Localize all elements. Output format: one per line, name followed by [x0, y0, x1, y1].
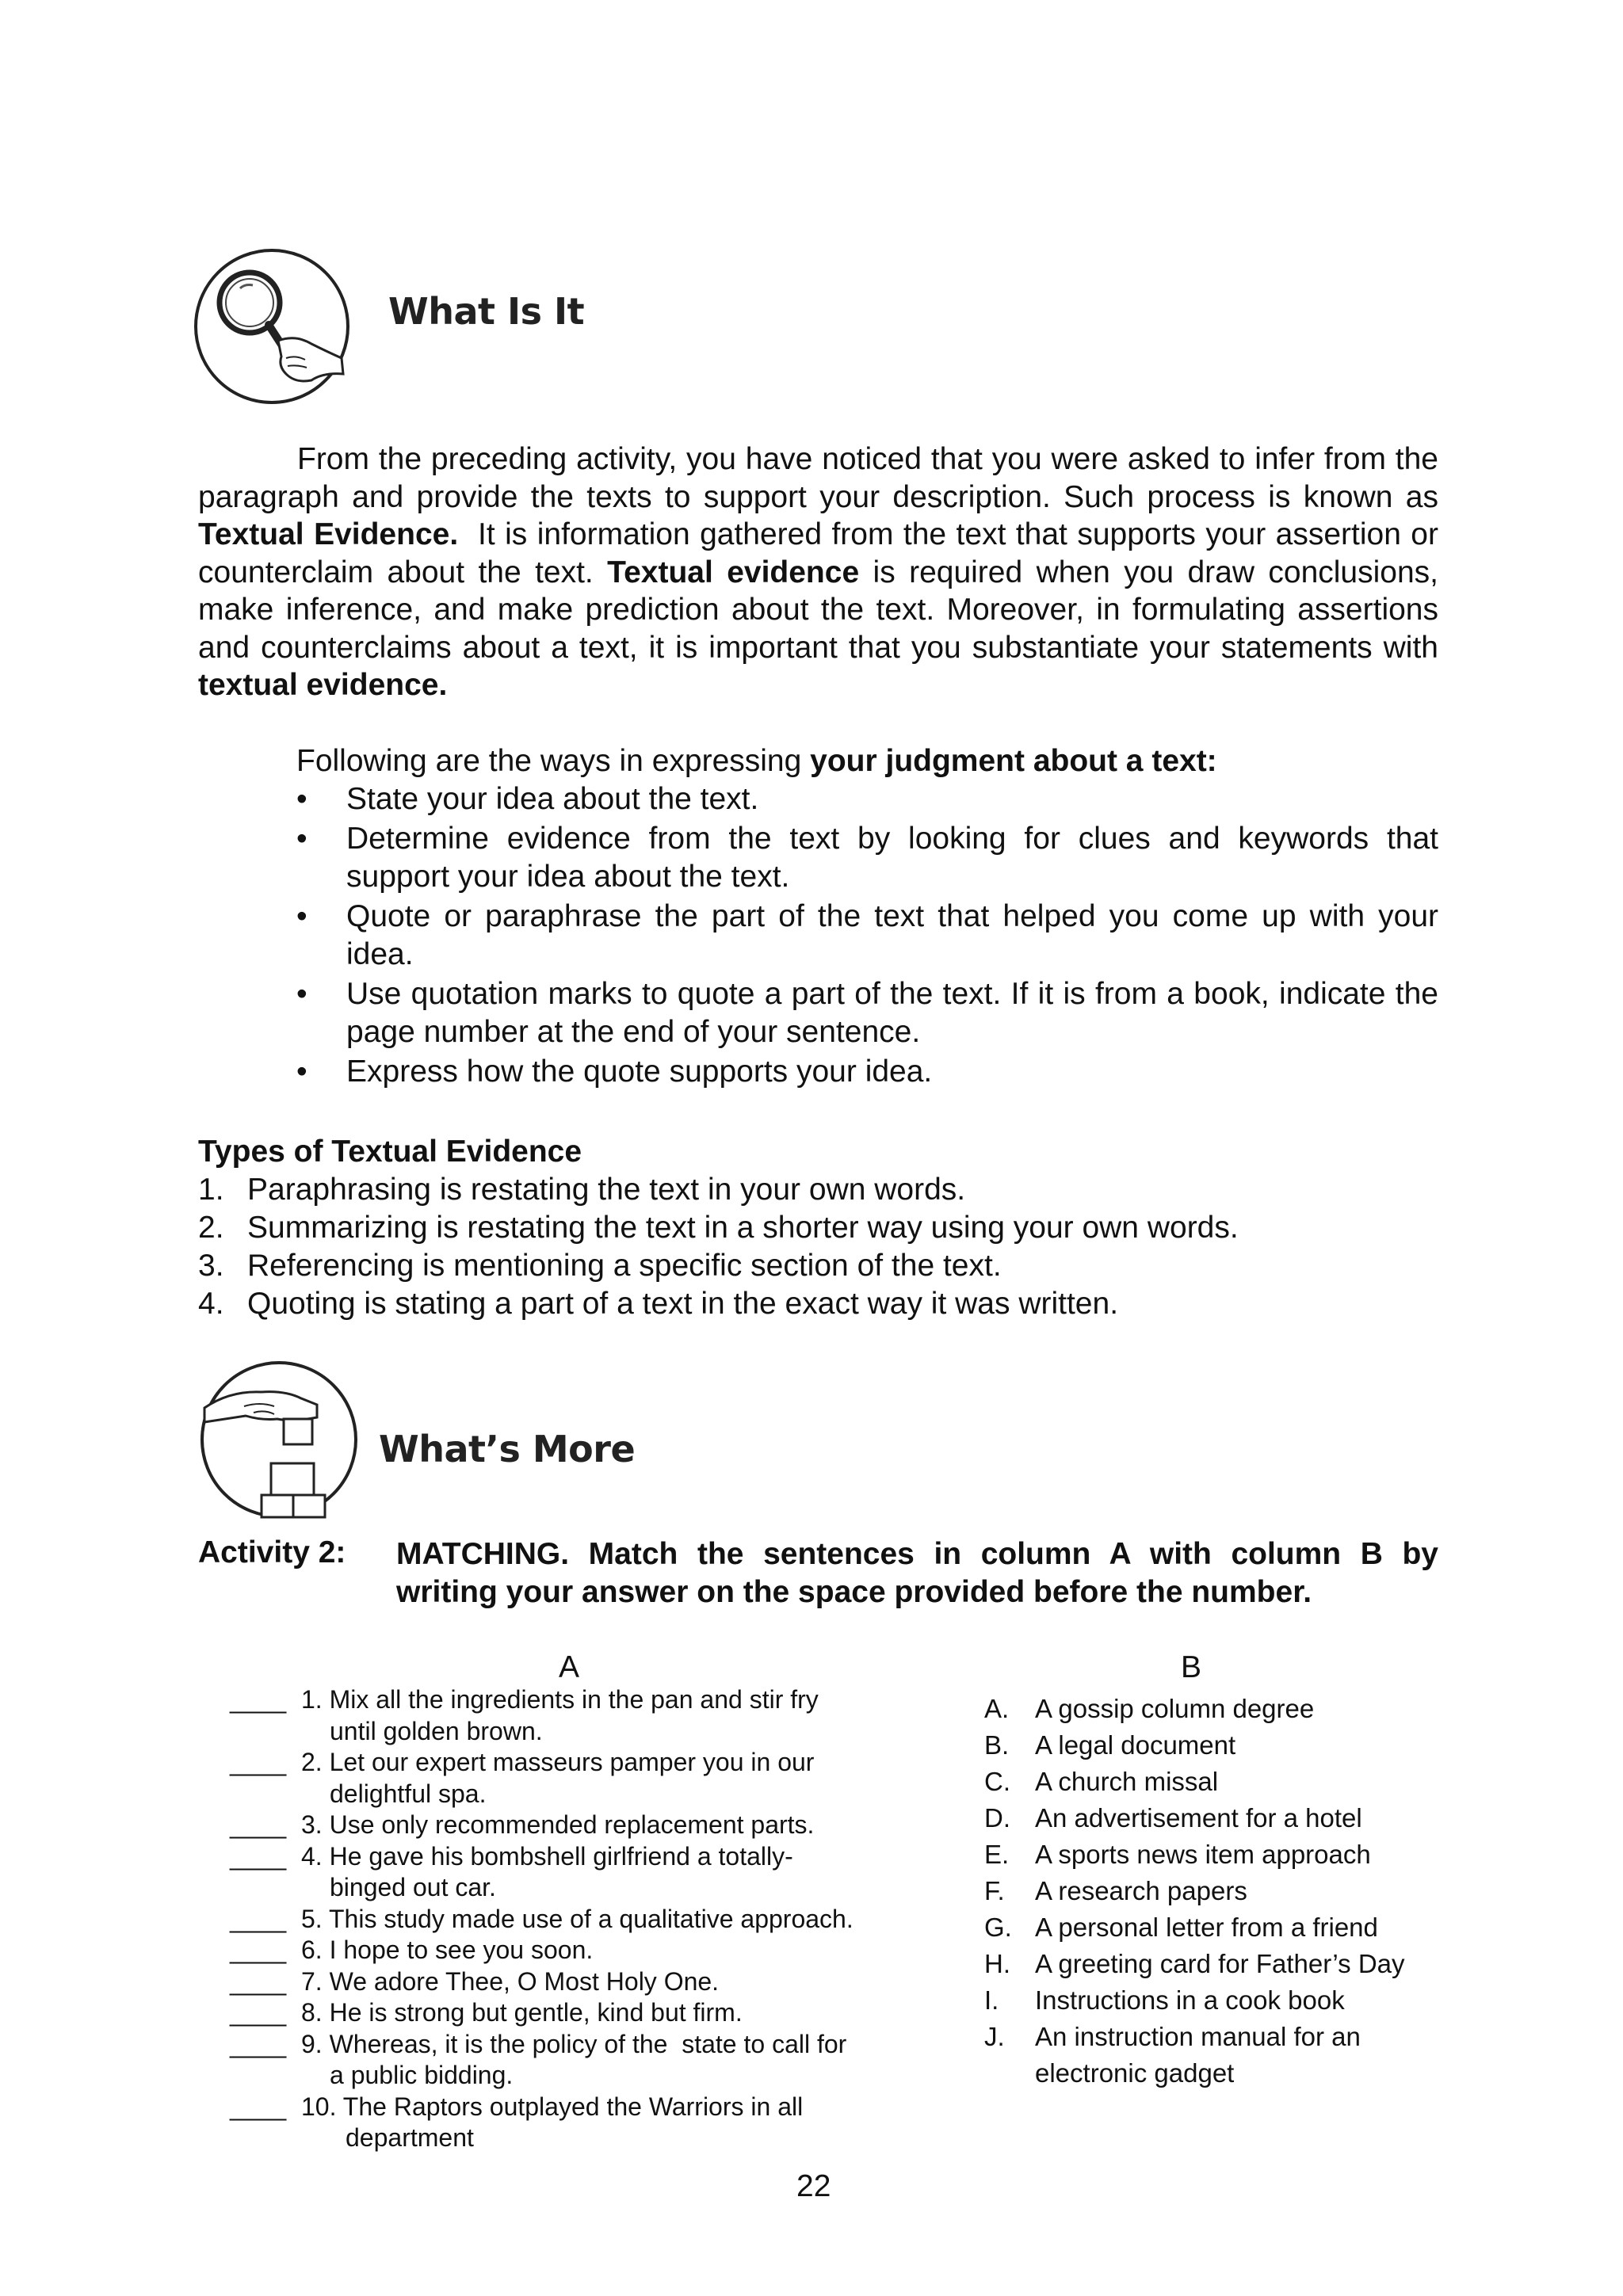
intro-paragraph	[198, 441, 1447, 704]
item-text: Let our expert masseurs pamper you in our	[329, 1748, 815, 1776]
item-text: We adore Thee, O Most Holy One.	[329, 1966, 720, 1996]
item-text-continued: a public bidding.	[330, 2061, 514, 2089]
item-letter: C.	[984, 1767, 1010, 1796]
list-item: • Express how the quote supports your idea.	[296, 1053, 1438, 1091]
item-text: A greeting card for Father’s Day	[1035, 1949, 1405, 1978]
column-a-heading: A	[559, 1650, 580, 1684]
item-text-continued: binged out car.	[330, 1873, 496, 1901]
item-text: A sports news item approach	[1035, 1840, 1371, 1869]
answer-blank[interactable]: ____	[230, 1810, 287, 1839]
item-text: Whereas, it is the policy of the state to call for	[329, 2029, 847, 2058]
item-text: A gossip column degree	[1035, 1694, 1315, 1723]
list-item	[230, 1684, 919, 1747]
page-number: 22	[796, 2169, 831, 2203]
list-item: • State your idea about the text.	[296, 780, 1438, 818]
item-letter: I.	[984, 1985, 999, 2015]
item-number: 6.	[301, 1936, 323, 1964]
list-item	[984, 2019, 1460, 2092]
list-number: 2.	[198, 1211, 224, 1245]
list-text: Referencing is mentioning a specific section of the text.	[247, 1249, 1002, 1283]
judgment-lead	[296, 742, 1217, 780]
answer-blank[interactable]: ____	[230, 1966, 287, 1996]
list-item	[984, 1946, 1460, 1982]
answer-blank[interactable]: ____	[230, 2029, 287, 2058]
item-text-continued: department	[346, 2123, 474, 2152]
column-a-list	[230, 1684, 919, 2154]
list-item	[198, 1247, 1239, 1285]
judgment-bullet-list	[296, 780, 1438, 1093]
paragraph-bold-3: textual evidence.	[198, 668, 448, 702]
list-item	[984, 1873, 1460, 1909]
answer-blank[interactable]: ____	[230, 1841, 287, 1871]
hand-stacking-blocks-icon	[198, 1359, 360, 1520]
item-number: 4.	[301, 1841, 323, 1871]
paragraph-text-1: From the preceding activity, you have noticed that you were asked to infer from the paragraph and provide the texts to support your description. Such process is known as	[198, 442, 1438, 514]
item-text: An advertisement for a hotel	[1035, 1803, 1362, 1833]
list-item	[984, 1727, 1460, 1764]
item-letter: H.	[984, 1949, 1010, 1978]
list-item	[984, 1764, 1460, 1800]
section-title-whats-more: What’s More	[379, 1428, 636, 1470]
list-item	[230, 1997, 919, 2029]
item-number: 8.	[301, 1998, 323, 2027]
list-text: Paraphrasing is restating the text in your own words.	[247, 1173, 966, 1207]
list-number: 4.	[198, 1287, 224, 1321]
item-number: 5.	[301, 1904, 323, 1933]
item-text-continued: electronic gadget	[1035, 2058, 1235, 2088]
item-text: He is strong but gentle, kind but firm.	[329, 1998, 743, 2027]
list-item	[230, 1935, 919, 1966]
list-item	[230, 2029, 919, 2092]
answer-blank[interactable]: ____	[230, 1748, 287, 1776]
answer-blank[interactable]: ____	[230, 1998, 287, 2027]
column-b-list	[984, 1691, 1460, 2092]
item-number: 1.	[301, 1685, 323, 1714]
answer-blank[interactable]: ____	[230, 1904, 287, 1933]
list-item: • Use quotation marks to quote a part of the text. If it is from a book, indicate the page number at the end of your sentence.	[296, 975, 1438, 1051]
list-text: Quoting is stating a part of a text in the exact way it was written.	[247, 1287, 1119, 1321]
list-item	[230, 1841, 919, 1904]
list-item	[984, 1909, 1460, 1946]
list-item	[230, 1966, 919, 1998]
item-letter: A.	[984, 1694, 1010, 1723]
item-letter: F.	[984, 1876, 1005, 1905]
list-item	[230, 1904, 919, 1936]
list-item	[230, 2092, 919, 2154]
item-text: This study made use of a qualitative approach.	[329, 1904, 854, 1933]
judgment-lead-bold: your judgment about a text:	[810, 744, 1217, 778]
list-item	[198, 1209, 1239, 1247]
list-item	[230, 1810, 919, 1841]
answer-blank[interactable]: ____	[230, 2092, 287, 2121]
list-text: Summarizing is restating the text in a shorter way using your own words.	[247, 1211, 1239, 1245]
list-item	[984, 1836, 1460, 1873]
item-text: Instructions in a cook book	[1035, 1985, 1345, 2015]
list-item	[198, 1171, 1239, 1209]
item-text: A church missal	[1035, 1767, 1219, 1796]
types-list	[198, 1171, 1239, 1323]
item-text: A legal document	[1035, 1730, 1236, 1760]
column-b-heading: B	[1181, 1650, 1202, 1684]
types-heading: Types of Textual Evidence	[198, 1135, 582, 1169]
item-text-continued: until golden brown.	[330, 1716, 543, 1745]
item-number: 10.	[301, 2092, 337, 2121]
list-item	[984, 1800, 1460, 1836]
list-item	[984, 1982, 1460, 2019]
item-letter: J.	[984, 2022, 1005, 2051]
answer-blank[interactable]: ____	[230, 1936, 287, 1964]
activity-instruction: MATCHING. Match the sentences in column A with column B by writing your answer on the space provided before the number.	[396, 1537, 1438, 1609]
item-text: He gave his bombshell girlfriend a totally-	[329, 1841, 793, 1871]
paragraph-text-2: It is information gathered from the text that supports your assertion or counterclaim about the text.	[198, 517, 1447, 589]
item-number: 9.	[301, 2029, 323, 2058]
list-number: 3.	[198, 1249, 224, 1283]
answer-blank[interactable]: ____	[230, 1685, 287, 1714]
item-text: A research papers	[1035, 1876, 1247, 1905]
item-text: An instruction manual for an	[1035, 2022, 1361, 2051]
item-number: 2.	[301, 1748, 323, 1776]
item-text: A personal letter from a friend	[1035, 1913, 1378, 1942]
item-letter: G.	[984, 1913, 1012, 1942]
item-text: I hope to see you soon.	[329, 1936, 594, 1964]
list-item: • Determine evidence from the text by looking for clues and keywords that support your idea about the text.	[296, 820, 1438, 896]
item-text: Mix all the ingredients in the pan and stir fry	[329, 1685, 819, 1714]
section-title-what-is-it: What Is It	[388, 290, 585, 333]
list-item: • Quote or paraphrase the part of the text that helped you come up with your idea.	[296, 898, 1438, 974]
list-item	[984, 1691, 1460, 1727]
judgment-lead-text: Following are the ways in expressing	[296, 744, 811, 778]
item-number: 7.	[301, 1966, 323, 1996]
item-letter: E.	[984, 1840, 1010, 1869]
activity-label: Activity 2:	[198, 1535, 346, 1569]
list-item	[198, 1285, 1239, 1323]
magnifying-glass-icon	[193, 247, 351, 406]
item-number: 3.	[301, 1810, 323, 1839]
item-letter: B.	[984, 1730, 1010, 1760]
list-number: 1.	[198, 1173, 224, 1207]
list-item	[230, 1747, 919, 1810]
paragraph-bold-2: Textual evidence	[607, 555, 860, 589]
item-letter: D.	[984, 1803, 1010, 1833]
item-text-continued: delightful spa.	[330, 1779, 487, 1808]
paragraph-text-3: is required when you draw conclusions, make inference, and make prediction about the text. Moreover, in formulating assertions and counterclaims about a text, it is important that you substantiate your statements with	[198, 555, 1438, 665]
item-text: Use only recommended replacement parts.	[329, 1810, 815, 1839]
paragraph-bold-1: Textual Evidence.	[198, 517, 459, 551]
item-text: The Raptors outplayed the Warriors in all	[342, 2092, 804, 2121]
